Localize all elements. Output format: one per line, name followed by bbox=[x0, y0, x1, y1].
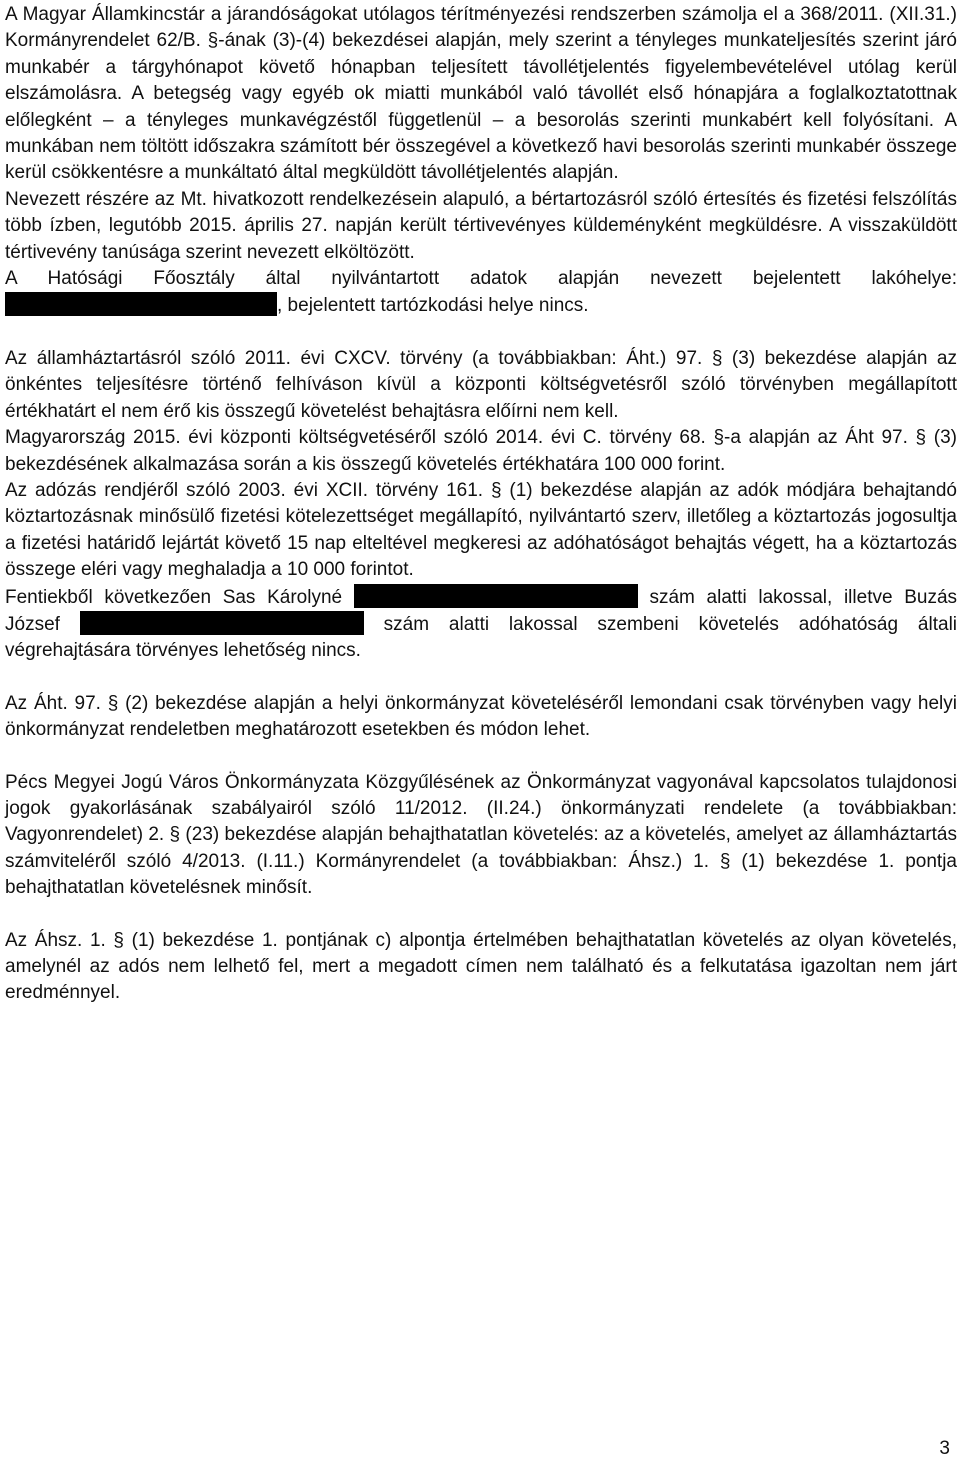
page-number: 3 bbox=[939, 1438, 950, 1459]
paragraph-tax-procedure: Az adózás rendjéről szóló 2003. évi XCII. törvény 161. § (1) bekezdése alapján az adók módjára behajtandó köztartozásnak minősülő fizetési kötelezettséget megállapító, nyilvántartó szerv, illetőleg a köztartozás jogosultja a fizetési határidő lejártát követő 15 nap elteltével megkeresi az adóhatóságot behajtás végett, ha a köztartozás összege eléri vagy meghaladja a 10 000 forintot. bbox=[5, 479, 957, 581]
paragraph-waiver: Az Áht. 97. § (2) bekezdése alapján a helyi önkormányzat követeléséről lemondani csak törvényben vagy helyi önkormányzat rendeletben meghatározott esetekben és módon lehet. bbox=[5, 692, 957, 741]
redacted-address bbox=[354, 584, 638, 608]
conclusion-text-b: szám alatti lakossal, illetve Buzás József bbox=[5, 586, 958, 635]
paragraph-notice: Nevezett részére az Mt. hivatkozott rendelkezésein alapuló, a bértartozásról szóló értesítés és fizetési felszólítás több ízben, legutóbb 2015. április 27. napján került tértivevényes küldeményként megküldésre. A visszaküldött tértivevény tanúsága szerint nevezett elköltözött. bbox=[5, 188, 957, 263]
redacted-address bbox=[5, 292, 277, 316]
conclusion-text-c: szám alatti lakossal szembeni követelés adóhatóság általi végrehajtására törvényes lehetőség nincs. bbox=[5, 613, 958, 662]
paragraph-asset-decree: Pécs Megyei Jogú Város Önkormányzata Közgyűlésének az Önkormányzat vagyonával kapcsolatos tulajdonosi jogok gyakorlásának szabályairól szóló 11/2012. (II.24.) önkormányzati rendelete (a továbbiakban: Vagyonrendelet) 2. § (23) bekezdése alapján behajthatatlan követelés: az a követelés, amelyet az államháztartás számviteléről szóló 4/2013. (I.11.) Kormányrendelet (a továbbiakban: Áhsz.) 1. § (1) bekezdése 1. pontja behajthatatlan követelésnek minősít. bbox=[5, 771, 957, 899]
document-body bbox=[5, 2, 957, 1007]
paragraph-residence bbox=[5, 266, 957, 320]
paragraph-conclusion bbox=[5, 584, 957, 665]
residence-text-end: , bejelentett tartózkodási helye nincs. bbox=[277, 295, 589, 317]
paragraph-aht: Az államháztartásról szóló 2011. évi CXCV. törvény (a továbbiakban: Áht.) 97. § (3) bekezdése alapján az önkéntes teljesítésre történő felhíváson kívül a központi költségvetésről szóló törvényben megállapított értékhatárt el nem érő kis összegű követelést behajtásra előírni nem kell. bbox=[5, 347, 957, 422]
conclusion-text-a: Fentiekből következően Sas Károlyné bbox=[5, 586, 343, 608]
paragraph-uncollectible: Az Áhsz. 1. § (1) bekezdése 1. pontjának c) alpontja értelmében behajthatatlan követelés az olyan követelés, amelynél az adós nem lelhető fel, mert a megadott címen nem található és a felkutatása igazoltan nem járt eredménnyel. bbox=[5, 929, 957, 1004]
paragraph-payroll: A Magyar Államkincstár a járandóságokat utólagos térítményezési rendszerben számolja el a 368/2011. (XII.31.) Kormányrendelet 62/B. §-ának (3)-(4) bekezdései alapján, mely szerint a tényleges munkateljesítés szerint járó munkabér a tárgyhónapot követő hónapban teljesített távollétjelentés figyelembevételével utólag kerül elszámolásra. A betegség vagy egyéb ok miatti munkából való távollét első hónapjára a foglalkoztatottnak előlegként – a tényleges munkavégzéstől függetlenül – a besorolás szerinti munkabért kell folyósítani. A munkában nem töltött időszakra számított bér összegével a következő havi besorolás szerinti munkabér összege kerül csökkentésre a munkáltató által megküldött távollétjelentés alapján. bbox=[5, 4, 957, 184]
paragraph-budget: Magyarország 2015. évi központi költségvetéséről szóló 2014. évi C. törvény 68. §-a alapján az Áht 97. § (3) bekezdésének alkalmazása során a kis összegű követelés értékhatára 100 000 forint. bbox=[5, 427, 957, 475]
residence-text: A Hatósági Főosztály által nyilvántartott adatok alapján nevezett bejelentett lakóhelye: bbox=[5, 268, 957, 290]
redacted-address bbox=[80, 611, 364, 635]
